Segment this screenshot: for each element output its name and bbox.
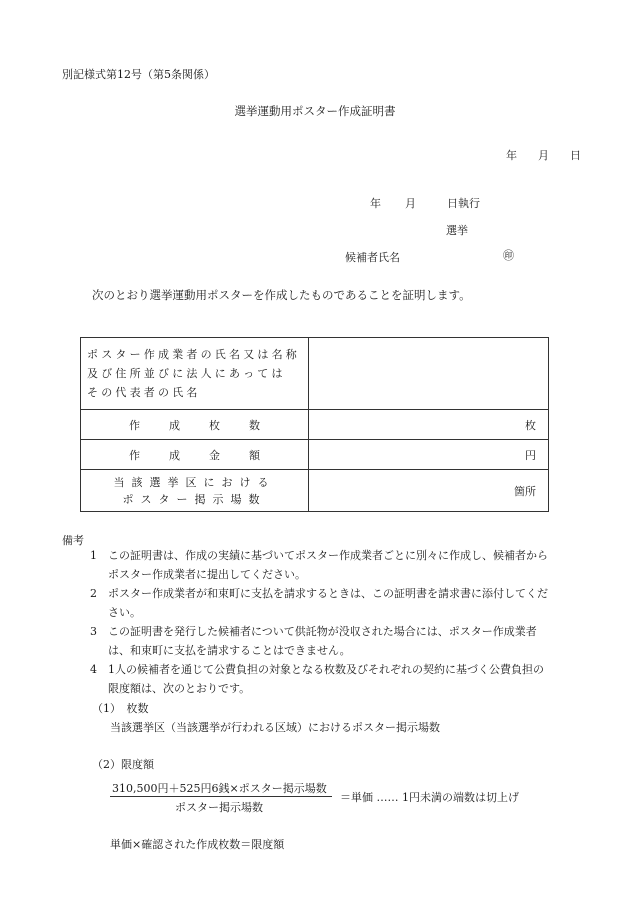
note-text: この証明書を発行した候補者について供託物が没収された場合には、ポスター作成業者は、和束町に支払を請求することはできません。 — [108, 625, 537, 657]
note-item — [90, 584, 550, 622]
count-label-char: 作 — [129, 418, 140, 432]
amount-value-cell[interactable] — [309, 440, 549, 470]
election-day-label: 日執行 — [447, 197, 480, 210]
issue-month-label: 月 — [538, 149, 549, 162]
fraction-bar — [110, 796, 332, 797]
amount-label-char: 成 — [169, 448, 180, 462]
note-item — [90, 660, 550, 698]
issue-day-label: 日 — [570, 149, 581, 162]
amount-label-char: 金 — [209, 448, 220, 462]
count-label-char: 数 — [249, 418, 260, 432]
table-row-maker — [81, 338, 549, 410]
amount-unit: 円 — [525, 448, 536, 462]
note-text: ポスター作成業者が和束町に支払を請求するときは、この証明書を請求書に添付してください。 — [108, 587, 548, 619]
count-unit: 枚 — [525, 418, 536, 432]
sub-heading-count: （1） 枚数 — [92, 702, 149, 715]
maker-value-cell[interactable] — [309, 338, 549, 410]
election-name-label: 選挙 — [446, 224, 468, 237]
note-number: 4 — [90, 663, 97, 676]
note-text: 1人の候補者を通じて公費負担の対象となる枚数及びそれぞれの契約に基づく公費負担の限度額は、次のとおりです。 — [108, 663, 544, 695]
candidate-name-label: 候補者氏名 — [345, 251, 400, 264]
count-label — [81, 410, 309, 440]
note-number: 1 — [90, 549, 97, 562]
amount-label-char: 作 — [129, 448, 140, 462]
board-count-unit: 箇所 — [514, 484, 536, 498]
maker-label-line: その代表者の氏名 — [87, 386, 201, 399]
maker-label-line: 及び住所並びに法人にあっては — [87, 367, 286, 380]
election-month-label: 月 — [405, 197, 416, 210]
form-id: 別記様式第12号（第5条関係） — [62, 68, 215, 81]
certification-statement: 次のとおり選挙運動用ポスターを作成したものであることを証明します。 — [92, 288, 471, 302]
seal-mark: ㊞ — [503, 249, 514, 262]
election-year-label: 年 — [370, 197, 381, 210]
board-count-label-line: ポスター掲示場数 — [122, 492, 267, 506]
formula-numerator: 310,500円＋525円6銭×ポスター掲示場数 — [112, 782, 327, 795]
count-value-cell[interactable] — [309, 410, 549, 440]
board-count-value-cell[interactable] — [309, 470, 549, 512]
sub-heading-limit: （2）限度額 — [92, 758, 154, 771]
count-label-char: 枚 — [209, 418, 220, 432]
amount-label — [81, 440, 309, 470]
maker-label — [81, 338, 309, 410]
issue-date — [487, 147, 581, 163]
amount-label-char: 額 — [249, 448, 260, 462]
note-item — [90, 546, 550, 584]
notes-heading: 備考 — [62, 534, 84, 547]
formula-result: ＝単価 …… 1円未満の端数は切上げ — [340, 791, 519, 804]
limit-formula: 単価×確認された作成枚数＝限度額 — [110, 838, 285, 851]
note-item — [90, 622, 550, 660]
table-row-count — [81, 410, 549, 440]
document-title: 選挙運動用ポスター作成証明書 — [234, 104, 396, 118]
poster-info-table — [80, 337, 549, 512]
table-row-amount — [81, 440, 549, 470]
election-date — [370, 195, 480, 211]
note-number: 3 — [90, 625, 97, 638]
table-row-board-count — [81, 470, 549, 512]
board-count-label-line: 当該選挙区における — [113, 475, 276, 489]
board-count-label — [81, 470, 309, 512]
note-text: この証明書は、作成の実績に基づいてポスター作成業者ごとに別々に作成し、候補者からポスター作成業者に提出してください。 — [108, 549, 548, 581]
count-label-char: 成 — [169, 418, 180, 432]
note-number: 2 — [90, 587, 97, 600]
issue-year-label: 年 — [506, 149, 517, 162]
formula-denominator: ポスター掲示場数 — [175, 801, 263, 814]
sub-body-count: 当該選挙区（当該選挙が行われる区域）におけるポスター掲示場数 — [110, 721, 440, 734]
maker-label-line: ポスター作成業者の氏名又は名称 — [87, 348, 300, 361]
